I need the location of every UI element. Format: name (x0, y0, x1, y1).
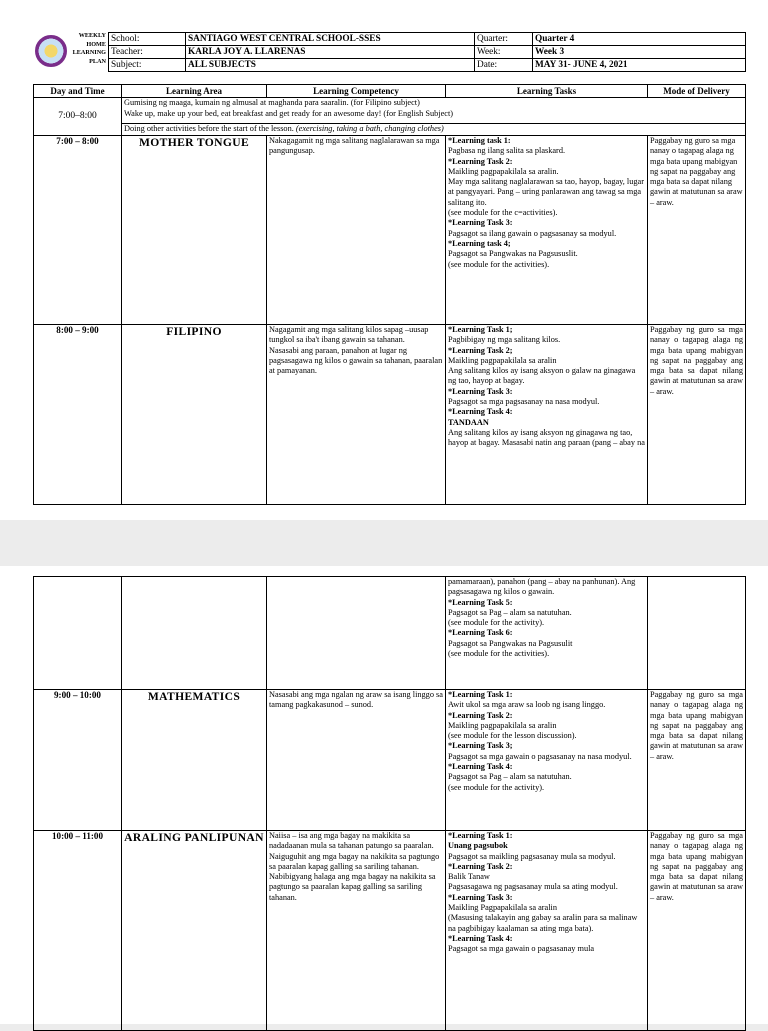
whlp-title (66, 32, 106, 66)
teacher-value: KARLA JOY A. LLARENAS (186, 46, 475, 59)
document-page-2 (0, 566, 768, 1024)
task-text: Pagsagot sa Pangwakas na Pagsususlit. (see module for the activities). (448, 249, 578, 269)
task-text: Maikling Pagpapakilala sa aralin (Masusing talakayin ang gabay sa aralin para sa malinaw na pagbibigay kaalaman sa ating mga bata). (448, 903, 638, 933)
task-text: Pagbasa ng ilang salita sa plaskard. (448, 146, 566, 156)
morning-activities-text: Doing other activities before the start of the lesson. (124, 124, 296, 133)
row-time: 8:00 – 9:00 (34, 325, 122, 505)
row-learning-tasks (446, 831, 648, 1031)
row-time: 7:00 – 8:00 (34, 136, 122, 325)
task-text: Pagsagot sa maikling pagsasanay mula sa modyul. (448, 851, 616, 861)
task-text: Pagsagot sa Pag – alam sa natutuhan. (see module for the activity). (448, 772, 572, 792)
row-learning-area: ARALING PANLIPUNAN (122, 831, 267, 1031)
task-heading: *Learning Task 1; (448, 325, 513, 334)
task-heading: *Learning Task 2: (448, 156, 513, 166)
subject-value: ALL SUBJECTS (186, 59, 475, 72)
row-time: 10:00 – 11:00 (34, 831, 122, 1031)
row-mode-of-delivery: Paggabay ng guro sa mga nanay o tagapag alaga ng mga bata upang mabigyan ng sapat na paggabay ang mga bata sa dapat nilang gawin at matutunan sa araw – araw. (648, 831, 746, 1031)
task-text: Maikling pagpapakilala sa aralin. May mga salitang naglalarawan sa tao, hayop, bagay, lugar at pangyayari. Pang – uring panlarawan ang tawag sa mga salitang ito. (see module for the c=activities). (448, 166, 644, 218)
task-heading: *Learning Task 1: (448, 690, 513, 699)
task-text: Awit ukol sa mga araw sa loob ng isang linggo. (448, 700, 606, 710)
task-heading: *Learning Task 4: (448, 933, 513, 943)
task-text: Balik Tanaw Pagsasagawa ng pagsasanay mula sa ating modyul. (448, 872, 618, 892)
row-mode-of-delivery: Paggabay ng guro sa mga nanay o tagapag alaga ng mga bata upang mabigyan ng sapat na paggabay ang mga bata sa dapat nilang gawin at matutunan sa araw – araw. (648, 325, 746, 505)
task-heading: *Learning task 4; (448, 238, 511, 248)
quarter-label: Quarter: (475, 33, 533, 46)
whlp-word: PLAN (89, 57, 106, 65)
schedule-row-araling-panlipunan (34, 831, 746, 1031)
morning-activities (122, 124, 746, 136)
task-heading: *Learning Task 3: (448, 892, 513, 902)
column-header: Learning Area (122, 85, 267, 98)
morning-line: Wake up, make up your bed, eat breakfast and get ready for an awesome day! (for English Subject) (124, 108, 454, 118)
subject-label: Subject: (109, 59, 186, 72)
row-mode-of-delivery: Paggabay ng guro sa mga nanay o tagapag alaga ng mga bata upang mabigyan ng sapat na paggabay ang mga bata sa dapat nilang gawin at matutunan sa araw – araw. (648, 136, 746, 325)
morning-routine (122, 98, 746, 124)
task-text: Maikling pagpapakilala sa aralin Ang salitang kilos ay isang aksyon o galaw na ginagawa ng tao, hayop at bagay. (448, 355, 636, 386)
row-learning-area (122, 577, 267, 690)
column-header: Mode of Delivery (648, 85, 746, 98)
task-heading: *Learning Task 3: (448, 386, 513, 396)
column-header: Day and Time (34, 85, 122, 98)
weekly-plan-table-continued (33, 576, 746, 1031)
row-competency (267, 577, 446, 690)
schedule-row-mathematics (34, 690, 746, 831)
task-heading: *Learning Task 3: (448, 218, 513, 228)
task-text: Ang salitang kilos ay isang aksyon ng ginagawa ng tao, hayop at bagay. Masasabi natin ang paraan (pang – abay na (448, 427, 645, 448)
schedule-row-filipino-continued (34, 577, 746, 690)
row-mode-of-delivery (648, 577, 746, 690)
row-time (34, 577, 122, 690)
row-competency: Nagagamit ang mga salitang kilos sapag –uusap tungkol sa iba't ibang gawain sa tahanan. Nasasabi ang paraan, panahon at lugar ng pagsasagawa ng kilos o gawain sa tahanan, paaralan at pamayanan. (267, 325, 446, 505)
task-heading: *Learning Task 2; (448, 345, 513, 355)
header-info-table (108, 32, 746, 72)
task-text: Pagsagot sa ilang gawain o pagsasanay sa modyul. (448, 228, 617, 238)
row-time: 9:00 – 10:00 (34, 690, 122, 831)
task-heading: *Learning task 1: (448, 136, 511, 145)
row-learning-area: MATHEMATICS (122, 690, 267, 831)
task-heading: *Learning Task 2: (448, 710, 513, 720)
task-heading: *Learning Task 4: (448, 762, 513, 772)
week-label: Week: (475, 46, 533, 59)
week-value: Week 3 (533, 46, 746, 59)
task-text: Pagsagot sa mga pagsasanay na nasa modyul. (448, 397, 600, 407)
task-heading: *Learning Task 4: TANDAAN (448, 407, 513, 427)
whlp-word: LEARNING (72, 49, 106, 56)
row-learning-area: FILIPINO (122, 325, 267, 505)
teacher-label: Teacher: (109, 46, 186, 59)
row-competency: Nasasabi ang mga ngalan ng araw sa isang linggo sa tamang pagkakasunod – sunod. (267, 690, 446, 831)
schedule-row-filipino (34, 325, 746, 505)
task-text: Pagsagot sa Pangwakas na Pagsusulit (see module for the activities). (448, 638, 573, 659)
morning-time: 7:00–8:00 (34, 98, 122, 136)
row-competency: Nakagagamit ng mga salitang naglalarawan sa mga pangungusap. (267, 136, 446, 325)
row-learning-tasks (446, 325, 648, 505)
task-text: Pagsagot sa mga gawain o pagsasanay mula (448, 944, 595, 954)
morning-line: Gumising ng maaga, kumain ng almusal at maghanda para saaralin. (for Filipino subject) (124, 98, 420, 107)
quarter-value: Quarter 4 (533, 33, 746, 46)
task-heading: *Learning Task 2: (448, 861, 513, 871)
morning-activities-examples: (exercising, taking a bath, changing clothes) (295, 124, 444, 133)
row-learning-tasks (446, 577, 648, 690)
whlp-word: HOME (86, 40, 106, 48)
whlp-word: WEEKLY (78, 32, 106, 39)
row-mode-of-delivery: Paggabay ng guro sa mga nanay o tagapag alaga ng mga bata upang mabigyan ng sapat na paggabay ang mga bata sa dapat nilang gawin at matutunan sa araw – araw. (648, 690, 746, 831)
row-learning-tasks (446, 136, 648, 325)
task-heading: *Learning Task 1: Unang pagsubok (448, 831, 513, 851)
task-text: pamamaraan), panahon (pang – abay na panhunan). Ang pagsasagawa ng kilos o gawain. (448, 577, 636, 597)
row-learning-tasks (446, 690, 648, 831)
column-header: Learning Tasks (446, 85, 648, 98)
task-text: Pagsagot sa mga gawain o pagsasanay na nasa modyul. (448, 751, 632, 761)
weekly-plan-table (33, 84, 746, 505)
row-competency: Naiisa – isa ang mga bagay na makikita sa nadadaanan mula sa tahanan patungo sa paaralan. Naiguguhit ang mga bagay na nakikita sa pagtungo sa paaralan kapag galling sa sariling tahanan. Nabibigyang halaga ang mga bagay na nakikita sa pagtungo sa paaralan kapag galling sa sariling tahanan. (267, 831, 446, 1031)
row-learning-area: MOTHER TONGUE (122, 136, 267, 325)
date-value: MAY 31- JUNE 4, 2021 (533, 59, 746, 72)
school-value: SANTIAGO WEST CENTRAL SCHOOL-SSES (186, 33, 475, 46)
task-text: Pagbibigay ng mga salitang kilos. (448, 335, 561, 345)
schedule-row-mother-tongue (34, 136, 746, 325)
task-text: Pagsagot sa Pag – alam sa natutuhan. (see module for the activity). (448, 607, 572, 628)
task-text: Maikling pagpapakilala sa aralin (see module for the lesson discussion). (448, 720, 577, 741)
date-label: Date: (475, 59, 533, 72)
task-heading: *Learning Task 3; (448, 741, 513, 751)
deped-seal-logo (35, 35, 67, 67)
school-label: School: (109, 33, 186, 46)
column-header: Learning Competency (267, 85, 446, 98)
task-heading: *Learning Task 6: (448, 628, 513, 638)
task-heading: *Learning Task 5: (448, 597, 513, 607)
